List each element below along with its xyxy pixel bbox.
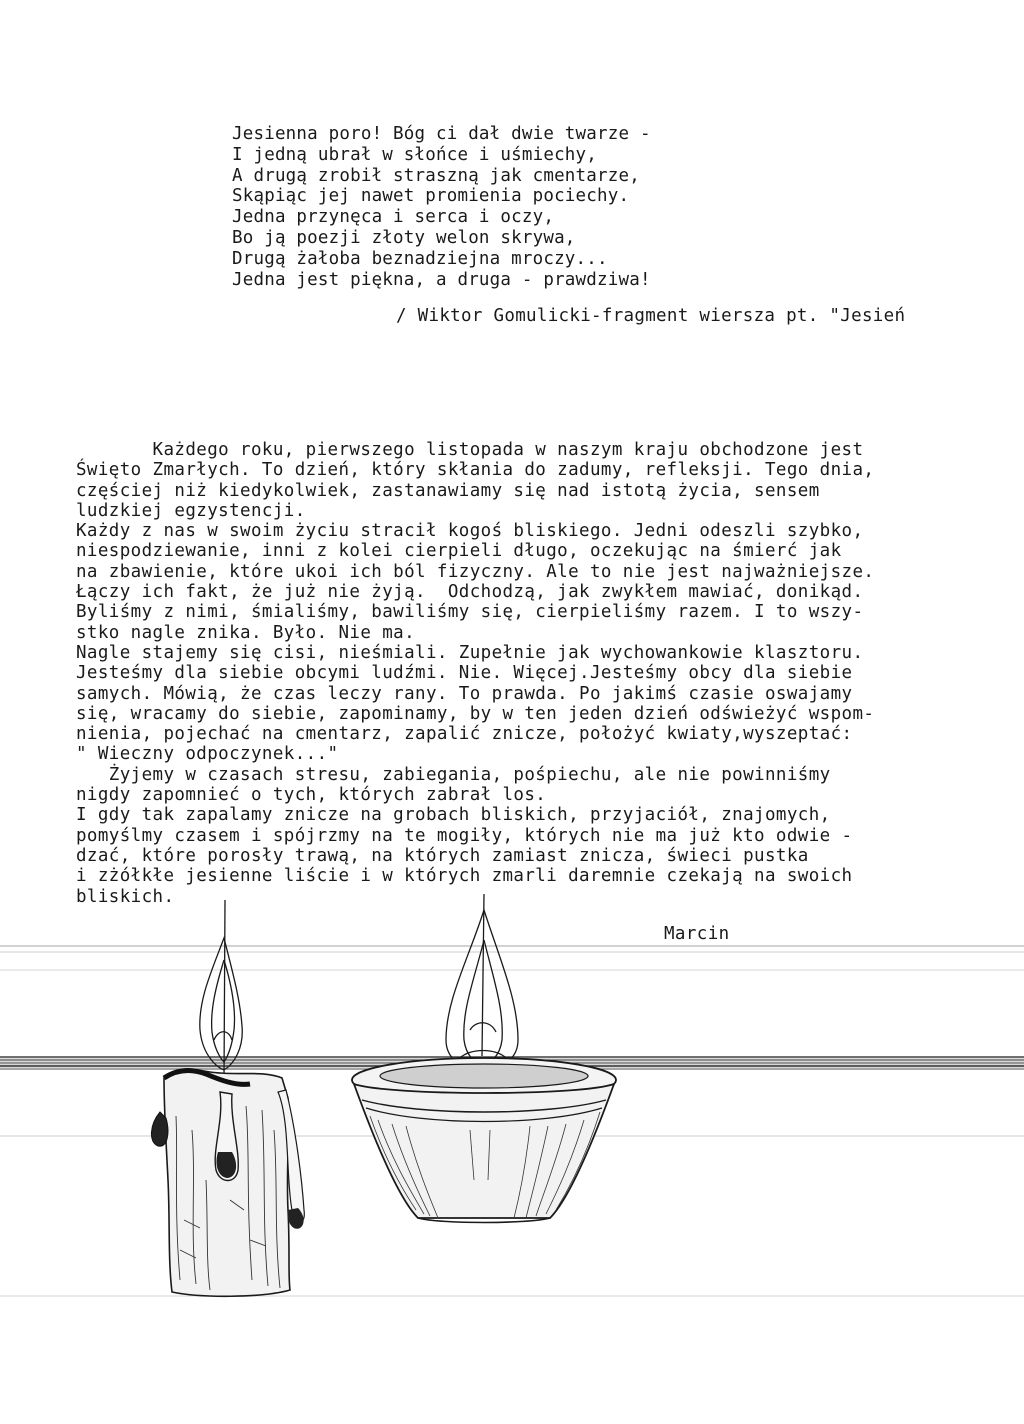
poem-block [232, 124, 792, 290]
essay-line: ludzkiej egzystencji. [76, 500, 306, 521]
poem-line: Jedna jest piękna, a druga - prawdziwa! [232, 269, 651, 290]
essay-line: Każdego roku, pierwszego listopada w naszym kraju obchodzone jest [76, 440, 864, 460]
essay-line: I gdy tak zapalamy znicze na grobach bliskich, przyjaciół, znajomych, [76, 805, 831, 826]
essay-line: Nagle stajemy się cisi, nieśmiali. Zupełnie jak wychowankowie klasztoru. [76, 642, 864, 663]
poem-line: I jedną ubrał w słońce i uśmiechy, [232, 144, 598, 165]
poem-line: Jedna przynęca i serca i oczy, [232, 207, 555, 228]
essay-line: Święto Zmarłych. To dzień, który skłania do zadumy, refleksji. Tego dnia, [76, 460, 875, 481]
essay-line: Jesteśmy dla siebie obcymi ludźmi. Nie. Więcej.Jesteśmy obcy dla siebie [76, 663, 853, 684]
essay-line: nienia, pojechać na cmentarz, zapalić znicze, położyć kwiaty,wyszeptać: [76, 724, 853, 745]
essay-line: nigdy zapomnieć o tych, których zabrał los. [76, 785, 547, 806]
candle-flame-right [446, 894, 518, 1076]
essay-line: Każdy z nas w swoim życiu stracił kogoś bliskiego. Jedni odeszli szybko, [76, 521, 864, 542]
essay-line: Łączy ich fakt, że już nie żyją. Odchodzą, jak zwykłem mawiać, donikąd. [76, 582, 864, 603]
poem-attribution: / Wiktor Gomulicki-fragment wiersza pt. "Jesień [396, 306, 906, 326]
essay-line: częściej niż kiedykolwiek, zastanawiamy się nad istotą życia, sensem [76, 480, 820, 501]
essay-line: Byliśmy z nimi, śmialiśmy, bawiliśmy się, cierpieliśmy razem. I to wszy- [76, 602, 864, 623]
essay-line: niespodziewanie, inni z kolei cierpieli długo, oczekując na śmierć jak [76, 541, 842, 562]
essay-body [76, 440, 976, 907]
candle-illustration [0, 880, 1024, 1340]
candle-bowl-right [352, 1058, 616, 1223]
essay-line: i zżółkłe jesienne liście i w których zmarli daremnie czekają na swoich [76, 866, 853, 887]
essay-line: się, wracamy do siebie, zapominamy, by w ten jeden dzień odświeżyć wspom- [76, 703, 875, 724]
poem-line: Jesienna poro! Bóg ci dał dwie twarze - [232, 124, 651, 144]
poem-line: A drugą zrobił straszną jak cmentarze, [232, 165, 640, 186]
essay-line: Żyjemy w czasach stresu, zabiegania, pośpiechu, ale nie powinniśmy [76, 764, 831, 785]
essay-line: dzać, które porosły trawą, na których zamiast znicza, świeci pustka [76, 845, 809, 866]
essay-line: " Wieczny odpoczynek..." [76, 744, 339, 765]
essay-line: stko nagle znika. Było. Nie ma. [76, 622, 416, 643]
author-signature: Marcin [664, 924, 730, 944]
candle-flame-left [200, 900, 242, 1080]
candle-body-left [151, 1070, 304, 1296]
poem-line: Drugą żałoba beznadziejna mroczy... [232, 248, 608, 269]
essay-line: bliskich. [76, 886, 175, 907]
poem-line: Skąpiąc jej nawet promienia pociechy. [232, 186, 630, 207]
poem-line: Bo ją poezji złoty welon skrywa, [232, 227, 576, 248]
essay-line: pomyślmy czasem i spójrzmy na te mogiły, których nie ma już kto odwie - [76, 825, 853, 846]
essay-line: na zbawienie, które ukoi ich ból fizyczny. Ale to nie jest najważniejsze. [76, 561, 875, 582]
essay-line: samych. Mówią, że czas leczy rany. To prawda. Po jakimś czasie oswajamy [76, 683, 853, 704]
